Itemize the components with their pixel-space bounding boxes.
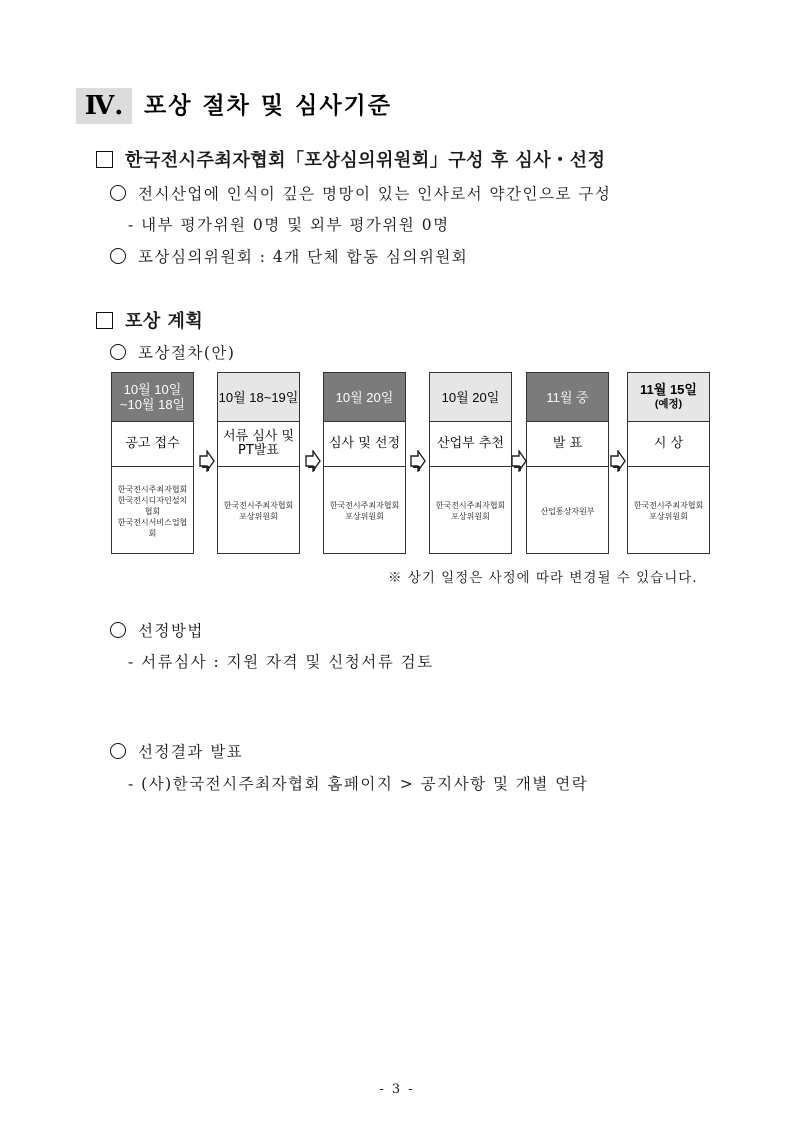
- procedure-flowchart: [111, 372, 713, 558]
- stage-5-date: 11월 중: [527, 373, 608, 422]
- section-number: Ⅳ.: [76, 88, 132, 124]
- stage-3-name: 심사 및 선정: [324, 422, 405, 467]
- result-label-text: 선정결과 발표: [138, 743, 244, 761]
- stage-5: [526, 372, 609, 554]
- selection-method: [110, 619, 204, 641]
- stage-6-date: 11월 15일 (예정): [628, 373, 709, 422]
- stage-3-date: 10월 20일: [324, 373, 405, 422]
- schedule-note: ※ 상기 일정은 사정에 따라 변경될 수 있습니다.: [388, 570, 698, 586]
- stage-4-date: 10월 20일: [430, 373, 511, 422]
- stage-4-name: 산업부 추천: [430, 422, 511, 467]
- checkbox-square-icon: [96, 151, 113, 168]
- stage-2-org: 한국전시주최자협회 포상위원회: [223, 501, 294, 521]
- part1-bullet2-text: 포상심의위원회 : 4개 단체 합동 심의위원회: [138, 248, 469, 266]
- stage-1: [111, 372, 194, 554]
- arrow-right-icon: [199, 450, 215, 472]
- stage-6-name: 시 상: [628, 422, 709, 467]
- circle-bullet-icon: [110, 743, 126, 759]
- stage-1-date: 10월 10일 ~10월 18일: [112, 373, 193, 422]
- stage-5-org: 산업통상자원부: [540, 506, 595, 516]
- section-heading: [76, 88, 416, 124]
- stage-5-name: 발 표: [527, 422, 608, 467]
- stage-1-name: 공고 접수: [112, 422, 193, 467]
- procedure-label: [110, 341, 235, 363]
- selection-detail: - 서류심사 : 지원 자격 및 신청서류 검토: [128, 653, 434, 671]
- stage-3: [323, 372, 406, 554]
- arrow-right-icon: [305, 450, 321, 472]
- stage-2-name: 서류 심사 및 PT발표: [218, 422, 299, 467]
- circle-bullet-icon: [110, 248, 126, 264]
- arrow-right-icon: [511, 450, 527, 472]
- part1-heading-text: 한국전시주최자협회「포상심의위원회」구성 후 심사・선정: [125, 150, 606, 171]
- circle-bullet-icon: [110, 185, 126, 201]
- circle-bullet-icon: [110, 344, 126, 360]
- part1-bullet2: [110, 245, 468, 267]
- stage-1-org: 한국전시주최자협회 한국전시디자인설치협회 한국전시서비스업협회: [117, 484, 188, 538]
- selection-method-text: 선정방법: [138, 622, 204, 640]
- stage-4: [429, 372, 512, 554]
- stage-2: [217, 372, 300, 554]
- page-number: - 3 -: [379, 1082, 415, 1097]
- arrow-right-icon: [610, 450, 626, 472]
- part1-dash1: - 내부 평가위원 0명 및 외부 평가위원 0명: [128, 216, 450, 234]
- part1-bullet1-text: 전시산업에 인식이 깊은 명망이 있는 인사로서 약간인으로 구성: [138, 185, 612, 203]
- stage-2-date: 10월 18~19일: [218, 373, 299, 422]
- stage-6: [627, 372, 710, 554]
- section-title: 포상 절차 및 심사기준: [144, 93, 392, 119]
- part1-heading: [96, 146, 605, 172]
- stage-4-org: 한국전시주최자협회 포상위원회: [435, 501, 506, 521]
- part2-heading-text: 포상 계획: [125, 311, 204, 332]
- part2-heading: [96, 307, 203, 333]
- stage-6-org: 한국전시주최자협회 포상위원회: [633, 501, 704, 521]
- checkbox-square-icon: [96, 312, 113, 329]
- procedure-label-text: 포상절차(안): [138, 344, 236, 362]
- result-label: [110, 740, 243, 762]
- circle-bullet-icon: [110, 622, 126, 638]
- part1-bullet1: [110, 182, 611, 204]
- result-detail: - (사)한국전시주최자협회 홈페이지 > 공지사항 및 개별 연락: [128, 775, 589, 793]
- arrow-right-icon: [410, 450, 426, 472]
- stage-3-org: 한국전시주최자협회 포상위원회: [329, 501, 400, 521]
